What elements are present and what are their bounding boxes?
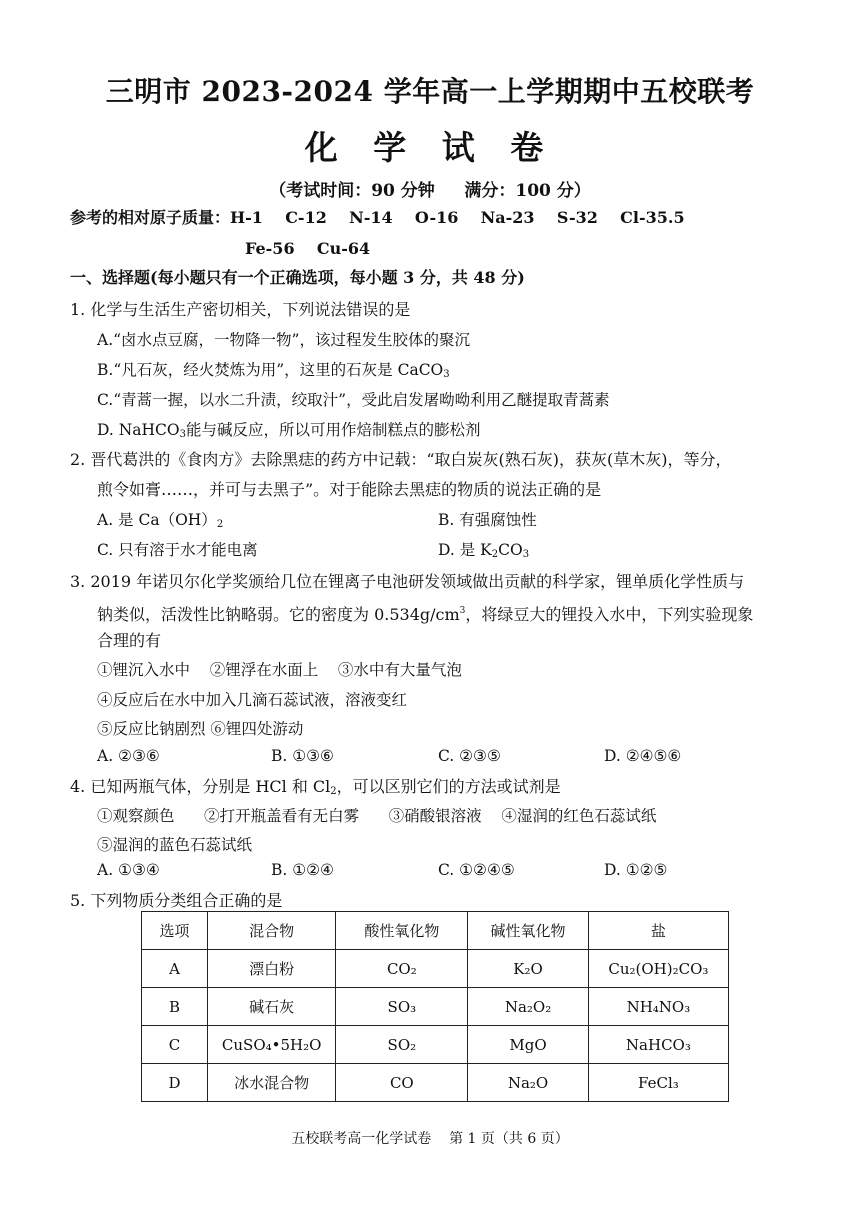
q3-items-row1: ①锂沉入水中 ②锂浮在水面上 ③水中有大量气泡 bbox=[97, 661, 462, 679]
table-row bbox=[142, 1026, 729, 1064]
table-cell: A bbox=[142, 950, 208, 988]
q3-option-a: A. ②③⑥ bbox=[97, 747, 160, 765]
table-cell: SO₂ bbox=[336, 1026, 468, 1064]
q1-option-d-text2: 能与碱反应，所以可用作焙制糕点的膨松剂 bbox=[186, 421, 481, 439]
q2-option-d-sub2: 3 bbox=[522, 549, 530, 560]
q2-option-c: C. 只有溶于水才能电离 bbox=[97, 541, 258, 559]
table-cell: 碱石灰 bbox=[207, 988, 335, 1026]
q2-stem-line1: 2. 晋代葛洪的《食肉方》去除黑痣的药方中记载：“取白炭灰(熟石灰)，获灰(草木灰)，等分， bbox=[70, 450, 732, 469]
exam-subject: 化 学 试 卷 bbox=[304, 128, 556, 167]
q3-stem-line2-text2: ，将绿豆大的锂投入水中，下列实验现象 bbox=[465, 605, 754, 624]
table-cell: Na₂O bbox=[468, 1064, 588, 1102]
q3-stem-line2-text: 钠类似，活泼性比钠略弱。它的密度为 0.534g/cm bbox=[97, 605, 460, 624]
q1-option-b-text: B.“凡石灰，经火焚炼为用”，这里的石灰是 CaCO bbox=[97, 361, 444, 379]
mass-s: S-32 bbox=[556, 208, 598, 227]
q2-stem-line2: 煎令如膏……，并可与去黑子”。对于能除去黑痣的物质的说法正确的是 bbox=[97, 480, 602, 499]
mass-fe: Fe-56 bbox=[245, 239, 295, 258]
q4-option-b: B. ①②④ bbox=[271, 861, 334, 879]
mass-h: H-1 bbox=[230, 208, 263, 227]
atomic-masses-row2 bbox=[245, 239, 370, 259]
table-cell: FeCl₃ bbox=[588, 1064, 728, 1102]
table-cell: 漂白粉 bbox=[207, 950, 335, 988]
mass-c: C-12 bbox=[285, 208, 327, 227]
atomic-masses-label: 参考的相对原子质量： bbox=[70, 208, 231, 227]
section-heading: 一、选择题(每小题只有一个正确选项，每小题 3 分，共 48 分) bbox=[70, 268, 525, 287]
atomic-masses-row1 bbox=[70, 208, 685, 228]
q3-stem-line1: 3. 2019 年诺贝尔化学奖颁给几位在锂离子电池研发领域做出贡献的科学家，锂单质化学性质与 bbox=[70, 572, 745, 591]
table-cell: C bbox=[142, 1026, 208, 1064]
mass-cl: Cl-35.5 bbox=[620, 208, 685, 227]
q4-items-row2: ⑤湿润的蓝色石蕊试纸 bbox=[97, 836, 253, 854]
q3-stem-line3: 合理的有 bbox=[97, 631, 162, 650]
q2-option-d bbox=[438, 540, 529, 565]
q1-stem: 1. 化学与生活生产密切相关，下列说法错误的是 bbox=[70, 300, 411, 319]
header-option: 选项 bbox=[142, 912, 208, 950]
q3-option-d: D. ②④⑤⑥ bbox=[604, 747, 682, 765]
exam-title: 三明市 2023-2024 学年高一上学期期中五校联考 bbox=[105, 75, 755, 108]
q1-option-d-text: D. NaHCO bbox=[97, 421, 180, 439]
q2-option-d-text2: CO bbox=[498, 541, 523, 559]
table-cell: MgO bbox=[468, 1026, 588, 1064]
mass-cu: Cu-64 bbox=[316, 239, 371, 258]
table-header-row bbox=[142, 912, 729, 950]
mass-na: Na-23 bbox=[480, 208, 535, 227]
table-cell: NH₄NO₃ bbox=[588, 988, 728, 1026]
q3-items-row2: ④反应后在水中加入几滴石蕊试液，溶液变红 bbox=[97, 691, 408, 709]
q2-option-a-text: A. 是 Ca（OH） bbox=[97, 511, 217, 529]
header-salt: 盐 bbox=[588, 912, 728, 950]
q2-option-d-sub1: 2 bbox=[491, 549, 499, 560]
q1-option-d bbox=[97, 420, 481, 445]
q4-option-d: D. ①②⑤ bbox=[604, 861, 668, 879]
table-cell: NaHCO₃ bbox=[588, 1026, 728, 1064]
q3-option-c: C. ②③⑤ bbox=[438, 747, 501, 765]
q4-stem bbox=[70, 777, 561, 802]
mass-n: N-14 bbox=[349, 208, 393, 227]
q4-option-a: A. ①③④ bbox=[97, 861, 160, 879]
header-basic-oxide: 碱性氧化物 bbox=[468, 912, 588, 950]
table-cell: B bbox=[142, 988, 208, 1026]
q5-classification-table bbox=[141, 911, 729, 1102]
mass-o: O-16 bbox=[414, 208, 459, 227]
q3-option-b: B. ①③⑥ bbox=[271, 747, 334, 765]
q3-items-row3: ⑤反应比钠剧烈 ⑥锂四处游动 bbox=[97, 720, 304, 738]
q2-option-a-sub: 2 bbox=[216, 519, 224, 530]
q4-option-c: C. ①②④⑤ bbox=[438, 861, 515, 879]
table-row bbox=[142, 1064, 729, 1102]
table-cell: CO bbox=[336, 1064, 468, 1102]
q2-option-d-text: D. 是 K bbox=[438, 541, 492, 559]
q1-option-b-sub: 3 bbox=[443, 369, 450, 380]
exam-info: （考试时间：90 分钟 满分：100 分） bbox=[269, 181, 591, 201]
q2-option-b: B. 有强腐蚀性 bbox=[438, 511, 537, 529]
table-cell: CuSO₄•5H₂O bbox=[207, 1026, 335, 1064]
table-cell: SO₃ bbox=[336, 988, 468, 1026]
q1-option-a: A.“卤水点豆腐，一物降一物”，该过程发生胶体的聚沉 bbox=[97, 331, 470, 349]
q2-option-a bbox=[97, 510, 223, 535]
table-cell: 冰水混合物 bbox=[207, 1064, 335, 1102]
table-cell: CO₂ bbox=[336, 950, 468, 988]
table-row bbox=[142, 950, 729, 988]
q5-stem: 5. 下列物质分类组合正确的是 bbox=[70, 891, 283, 910]
header-acidic-oxide: 酸性氧化物 bbox=[336, 912, 468, 950]
table-cell: Cu₂(OH)₂CO₃ bbox=[588, 950, 728, 988]
table-cell: K₂O bbox=[468, 950, 588, 988]
page-footer: 五校联考高一化学试卷 第 1 页（共 6 页） bbox=[291, 1131, 569, 1147]
q4-items-row1: ①观察颜色 ②打开瓶盖看有无白雾 ③硝酸银溶液 ④湿润的红色石蕊试纸 bbox=[97, 807, 657, 825]
q1-option-b bbox=[97, 360, 450, 385]
table-cell: Na₂O₂ bbox=[468, 988, 588, 1026]
q1-option-c: C.“青蒿一握，以水二升渍，绞取汁”，受此启发屠呦呦利用乙醚提取青蒿素 bbox=[97, 391, 610, 409]
header-mixture: 混合物 bbox=[207, 912, 335, 950]
q4-stem-text2: ，可以区别它们的方法或试剂是 bbox=[336, 777, 561, 796]
table-cell: D bbox=[142, 1064, 208, 1102]
q3-stem-line2 bbox=[97, 601, 753, 625]
q4-stem-sub: 2 bbox=[330, 786, 337, 797]
q3-stem-line2-sup: 3 bbox=[459, 606, 466, 616]
q4-stem-text: 4. 已知两瓶气体，分别是 HCl 和 Cl bbox=[70, 777, 331, 796]
table-row bbox=[142, 988, 729, 1026]
q1-option-d-sub: 3 bbox=[179, 429, 186, 440]
